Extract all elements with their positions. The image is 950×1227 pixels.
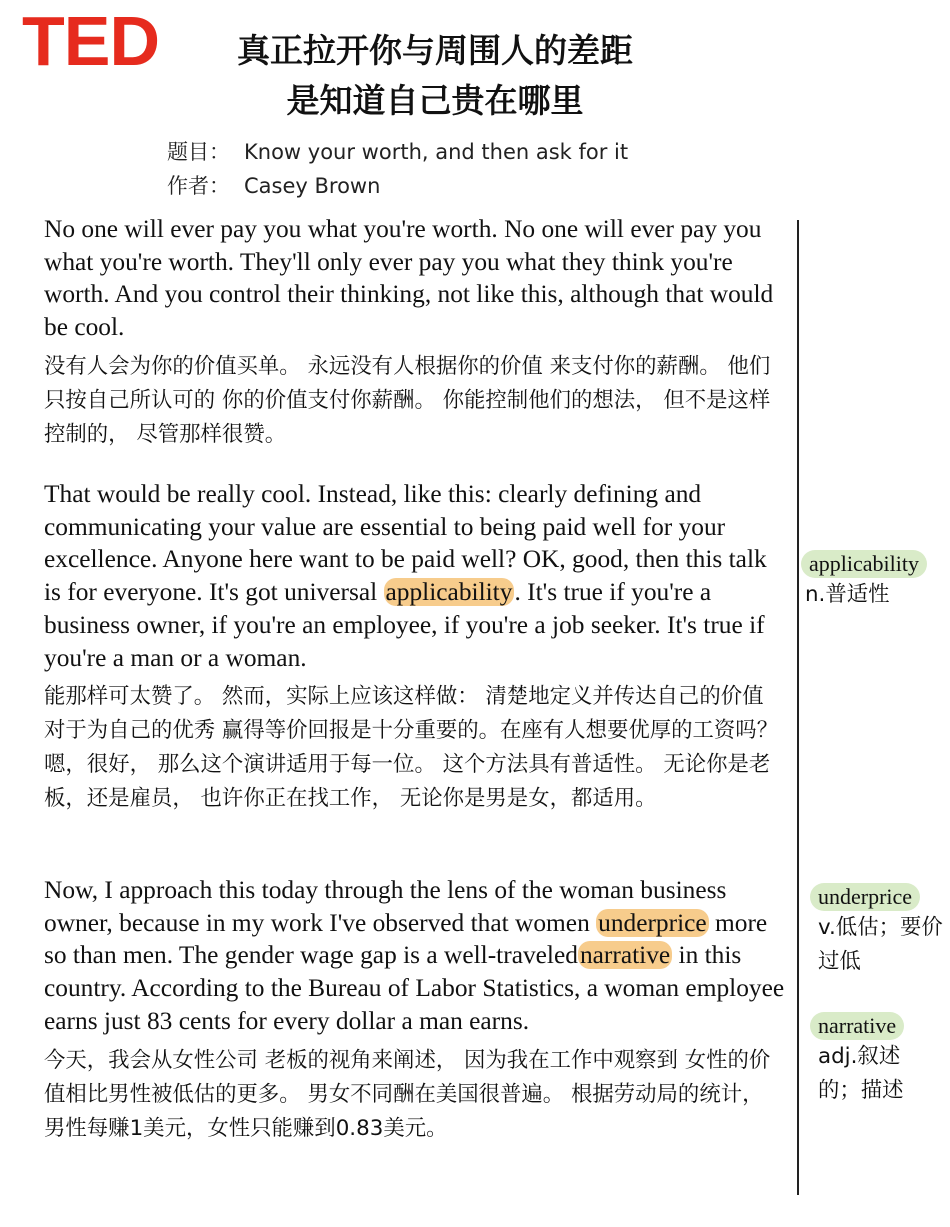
glossary-entry-underprice: [810, 883, 950, 979]
page-title-line-1: 真正拉开你与周围人的差距: [237, 31, 633, 70]
glossary-definition: v.低估；要价过低: [818, 915, 943, 974]
english-text-segment: in this country. According to the Bureau of Labor Statistics, a woman employee earns just 83 cents for every dollar a man earns.: [44, 941, 785, 1035]
english-text: No one will ever pay you what you're worth. No one will ever pay you what you're worth. They'll only ever pay you what they think you're worth. And you control their thinking, not like this, although that would be cool.: [44, 215, 774, 342]
column-divider: [797, 220, 799, 1195]
english-text: [44, 478, 789, 674]
ted-logo: TED: [22, 2, 159, 80]
author-line: [167, 170, 380, 200]
highlighted-word-applicability: applicability: [385, 578, 513, 607]
english-text: [44, 874, 789, 1038]
topic-label: 题目：: [167, 140, 230, 164]
paragraph-1: [44, 213, 789, 452]
glossary-word: narrative: [810, 1012, 904, 1040]
glossary-word: underprice: [810, 883, 920, 911]
paragraph-2: [44, 478, 789, 816]
chinese-translation: 今天，我会从女性公司 老板的视角来阐述， 因为我在工作中观察到 女性的价值相比男性被低估的更多。 男女不同酬在美国很普遍。 根据劳动局的统计， 男性每赚1美元，女性只能赚到0.83美元。: [44, 1047, 771, 1141]
english-text-segment: Now, I approach this today through the lens of the woman business owner, because in my work I've observed that women: [44, 876, 727, 937]
paragraph-3: [44, 874, 789, 1146]
english-text-segment: That would be really cool. Instead, like this: clearly defining and communicating your value are essential to being paid well for your excellence. Anyone here want to be paid well? OK, good, then this talk is for everyone. It's got universal: [44, 480, 767, 607]
author-label: 作者：: [167, 174, 230, 198]
topic-line: [167, 136, 628, 166]
glossary-word: applicability: [801, 550, 927, 578]
topic-value: Know your worth, and then ask for it: [244, 140, 629, 164]
chinese-translation: 能那样可太赞了。 然而，实际上应该这样做： 清楚地定义并传达自己的价值 对于为自己的优秀 赢得等价回报是十分重要的。在座有人想要优厚的工资吗？ 嗯，很好， 那么这个演讲适用于每一位。 这个方法具有普适性。 无论你是老板，还是雇员， 也许你正在找工作， 无论你是男是女，都适用。: [44, 684, 779, 812]
english-text-segment: . It's true if you're a business owner, if you're an employee, if you're a job seeker. It's true if you're a man or a woman.: [44, 578, 765, 672]
highlighted-word-underprice: underprice: [598, 908, 707, 937]
author-value: Casey Brown: [244, 174, 381, 198]
glossary-entry-applicability: [801, 550, 946, 612]
page-title-line-2: 是知道自己贵在哪里: [286, 81, 584, 120]
glossary-entry-narrative: [810, 1012, 950, 1108]
chinese-translation: 没有人会为你的价值买单。 永远没有人根据你的价值 来支付你的薪酬。 他们只按自己所认可的 你的价值支付你薪酬。 你能控制他们的想法， 但不是这样控制的， 尽管那样很赞。: [44, 353, 771, 447]
glossary-definition: adj.叙述的；描述: [818, 1044, 904, 1103]
glossary-definition: n.普适性: [805, 582, 890, 607]
english-text-segment: more so than men. The gender wage gap is a well-traveled: [44, 908, 768, 970]
highlighted-word-narrative: narrative: [579, 941, 671, 970]
